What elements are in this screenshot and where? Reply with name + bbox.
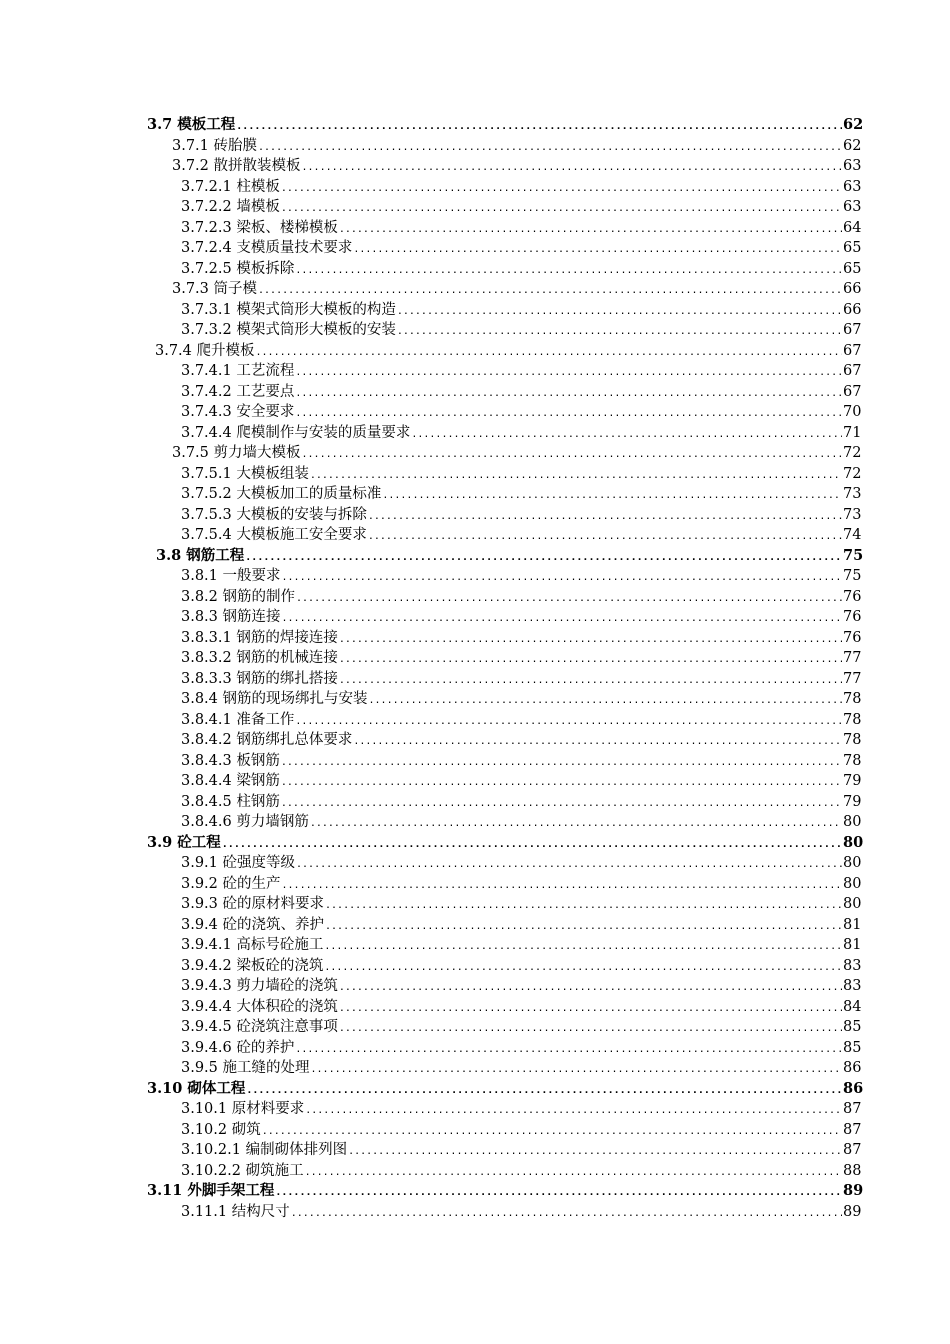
toc-dot-leader [339,978,842,999]
toc-dot-leader [339,650,842,671]
toc-dot-leader [275,1183,842,1204]
toc-entry-page: 66 [843,281,862,297]
toc-entry[interactable] [181,730,860,751]
toc-entry[interactable] [181,320,860,341]
toc-dot-leader [258,281,842,302]
toc-entry[interactable] [147,115,864,136]
toc-entry-title: 3.11.1 结构尺寸 [181,1203,290,1220]
toc-dot-leader [353,240,842,261]
toc-dot-leader [295,712,842,733]
toc-entry-page: 65 [843,260,862,277]
toc-entry[interactable] [181,259,860,280]
toc-entry-page: 76 [843,588,862,605]
toc-entry[interactable] [181,587,860,608]
toc-entry-title: 3.8.4.4 梁钢筋 [181,773,280,789]
toc-entry-page: 76 [843,629,862,646]
toc-entry-title: 3.9.4.5 砼浇筑注意事项 [181,1019,338,1035]
toc-entry-title: 3.7.4 爬升模板 [155,342,255,359]
toc-entry-title: 3.10.1 原材料要求 [181,1101,305,1117]
toc-entry-page: 86 [843,1079,864,1097]
toc-entry-title: 3.8.2 钢筋的制作 [181,588,296,605]
toc-dot-leader [295,1040,842,1061]
toc-entry-title: 3.7.5.1 大模板组装 [181,465,309,482]
toc-dot-leader [282,568,842,589]
toc-entry-page: 80 [843,833,864,851]
toc-dot-leader [339,220,842,241]
toc-entry[interactable] [181,1099,860,1120]
toc-entry-page: 80 [843,855,862,871]
toc-entry-title: 3.9.4.1 高标号砼施工 [181,937,324,953]
toc-entry-title: 3.8.3.3 钢筋的绑扎搭接 [181,670,338,687]
toc-entry[interactable] [147,1079,864,1100]
toc-dot-leader [348,1142,842,1163]
toc-dot-leader [324,937,842,958]
toc-dot-leader [397,302,842,323]
toc-dot-leader [295,384,842,405]
toc-entry-page: 80 [843,875,862,892]
toc-entry-title: 3.8.4.2 钢筋绑扎总体要求 [181,732,353,748]
toc-entry-title: 3.8.3.2 钢筋的机械连接 [181,650,338,666]
toc-entry[interactable] [181,484,860,505]
toc-dot-leader [353,732,842,753]
toc-entry-page: 83 [843,978,862,994]
toc-entry-title: 3.8.4.6 剪力墙钢筋 [181,814,309,830]
toc-entry[interactable] [181,1038,860,1059]
toc-dot-leader [256,343,842,364]
toc-entry-page: 73 [843,486,862,502]
table-of-contents [0,115,950,1222]
toc-entry[interactable] [181,710,860,731]
toc-entry-title: 3.7.4.2 工艺要点 [181,383,295,400]
toc-entry-title: 3.7.2.3 梁板、楼梯模板 [181,219,338,236]
toc-entry-page: 62 [843,116,864,133]
toc-dot-leader [339,671,842,692]
toc-entry-title: 3.7.2.4 支模质量技术要求 [181,240,353,256]
toc-entry-page: 78 [843,691,862,707]
toc-entry-page: 67 [843,342,862,359]
toc-dot-leader [305,1163,842,1184]
toc-dot-leader [258,138,842,159]
toc-entry[interactable] [181,607,860,628]
toc-entry[interactable] [181,300,860,321]
toc-dot-leader [310,814,842,835]
toc-dot-leader [296,855,842,876]
toc-entry-title: 3.9.3 砼的原材料要求 [181,896,325,912]
toc-entry-page: 62 [843,137,862,154]
toc-entry[interactable] [181,997,860,1018]
toc-entry-title: 3.7.3 筒子模 [172,281,258,297]
toc-entry-title: 3.7.3.1 模架式筒形大模板的构造 [181,301,396,318]
toc-entry[interactable] [181,505,860,526]
toc-entry[interactable] [181,689,860,710]
toc-entry-page: 85 [843,1039,862,1056]
toc-entry[interactable] [147,833,864,854]
toc-entry-page: 78 [843,732,862,748]
toc-dot-leader [291,1204,842,1225]
toc-entry-title: 3.10.2.1 编制砌体排列图 [181,1142,348,1158]
toc-dot-leader [295,404,842,425]
toc-entry-title: 3.10.2.2 砌筑施工 [181,1162,304,1179]
toc-entry-title: 3.8.3 钢筋连接 [181,609,281,625]
toc-dot-leader [339,999,842,1020]
toc-entry-page: 87 [843,1121,862,1138]
toc-entry-title: 3.11 外脚手架工程 [147,1182,275,1199]
toc-entry-page: 75 [843,546,864,564]
toc-entry-title: 3.9.4 砼的浇筑、养护 [181,916,325,933]
toc-entry-title: 3.9.4.6 砼的养护 [181,1039,295,1056]
toc-entry-title: 3.7.4.1 工艺流程 [181,363,295,379]
toc-entry-page: 72 [843,465,862,482]
toc-entry[interactable] [181,751,860,772]
toc-entry[interactable] [181,423,860,444]
toc-dot-leader [339,1019,842,1040]
toc-entry[interactable] [181,1058,860,1079]
toc-dot-leader [310,466,842,487]
toc-entry[interactable] [181,464,860,485]
toc-entry-title: 3.7.5.4 大模板施工安全要求 [181,527,367,543]
toc-entry-page: 67 [843,383,862,400]
toc-dot-leader [368,507,842,528]
toc-entry-title: 3.10.2 砌筑 [181,1121,261,1138]
toc-entry-page: 76 [843,609,862,625]
toc-dot-leader [368,527,842,548]
toc-dot-leader [302,158,842,179]
toc-dot-leader [281,794,842,815]
toc-entry-page: 79 [843,773,862,789]
toc-entry-page: 81 [843,937,862,953]
toc-dot-leader [295,363,842,384]
toc-entry-title: 3.7 模板工程 [147,116,236,133]
toc-entry[interactable] [181,197,860,218]
toc-entry[interactable] [181,177,860,198]
toc-entry-title: 3.8.4.1 准备工作 [181,711,295,728]
toc-entry-title: 3.7.5.2 大模板加工的质量标准 [181,486,382,502]
toc-dot-leader [281,199,842,220]
toc-entry-page: 88 [843,1162,862,1179]
toc-entry-page: 73 [843,506,862,523]
toc-entry-page: 78 [843,711,862,728]
toc-dot-leader [281,773,842,794]
toc-entry-title: 3.7.3.2 模架式筒形大模板的安装 [181,322,396,338]
toc-entry[interactable] [181,402,860,423]
toc-dot-leader [325,896,842,917]
toc-dot-leader [282,609,842,630]
toc-entry[interactable] [156,546,864,567]
toc-entry-page: 84 [843,998,862,1015]
toc-entry-title: 3.7.2 散拼散装模板 [172,158,301,174]
toc-entry-page: 78 [843,752,862,769]
toc-dot-leader [282,876,842,897]
toc-entry[interactable] [181,361,860,382]
toc-dot-leader [305,1101,842,1122]
toc-dot-leader [311,1060,842,1081]
toc-entry-title: 3.7.4.4 爬模制作与安装的质量要求 [181,424,411,441]
toc-entry[interactable] [181,874,860,895]
toc-entry-title: 3.9.5 施工缝的处理 [181,1060,310,1076]
toc-entry-page: 67 [843,322,862,338]
toc-entry-page: 63 [843,199,862,215]
toc-entry[interactable] [172,279,860,300]
toc-entry[interactable] [181,812,860,833]
toc-dot-leader [382,486,842,507]
toc-entry[interactable] [181,628,860,649]
toc-entry[interactable] [181,1120,860,1141]
toc-entry[interactable] [181,956,860,977]
toc-entry[interactable] [181,894,860,915]
toc-entry-title: 3.7.5.3 大模板的安装与拆除 [181,506,367,523]
toc-entry-title: 3.9.2 砼的生产 [181,875,281,892]
toc-entry-page: 80 [843,896,862,912]
toc-entry-title: 3.7.2.2 墙模板 [181,199,280,215]
toc-dot-leader [245,548,842,569]
toc-entry[interactable] [181,1017,860,1038]
toc-entry-page: 87 [843,1101,862,1117]
toc-entry[interactable] [181,1140,860,1161]
toc-entry-title: 3.8 钢筋工程 [156,546,245,564]
toc-entry-page: 89 [843,1203,862,1220]
toc-entry[interactable] [181,792,860,813]
toc-entry-title: 3.7.5 剪力墙大模板 [172,445,301,461]
toc-dot-leader [281,753,842,774]
toc-entry-title: 3.8.4 钢筋的现场绑扎与安装 [181,691,368,707]
toc-dot-leader [339,630,842,651]
toc-entry-page: 75 [843,568,862,584]
toc-entry[interactable] [172,443,860,464]
toc-entry-page: 63 [843,158,862,174]
toc-entry-title: 3.8.1 一般要求 [181,568,281,584]
toc-entry-page: 86 [843,1060,862,1076]
toc-entry[interactable] [147,1181,864,1202]
toc-entry-page: 66 [843,301,862,318]
toc-entry-page: 65 [843,240,862,256]
toc-entry-page: 89 [843,1182,864,1199]
toc-entry-title: 3.7.4.3 安全要求 [181,404,295,420]
toc-dot-leader [324,958,842,979]
toc-dot-leader [246,1081,842,1102]
toc-entry-page: 74 [843,527,862,543]
toc-entry-page: 77 [843,670,862,687]
toc-dot-leader [295,261,842,282]
toc-dot-leader [411,425,842,446]
toc-entry[interactable] [181,566,860,587]
toc-entry-title: 3.9.1 砼强度等级 [181,855,296,871]
toc-entry[interactable] [172,136,860,157]
toc-entry-page: 81 [843,916,862,933]
toc-dot-leader [296,589,842,610]
toc-entry-page: 70 [843,404,862,420]
toc-dot-leader [236,117,842,138]
toc-entry-title: 3.9.4.2 梁板砼的浇筑 [181,957,324,974]
toc-entry[interactable] [181,218,860,239]
toc-entry[interactable] [181,648,860,669]
toc-entry[interactable] [181,1202,860,1223]
toc-entry[interactable] [172,156,860,177]
toc-entry-title: 3.7.2.5 模板拆除 [181,260,295,277]
toc-entry-page: 80 [843,814,862,830]
toc-entry-page: 63 [843,178,862,195]
toc-entry-page: 67 [843,363,862,379]
toc-entry[interactable] [181,669,860,690]
toc-entry[interactable] [181,771,860,792]
toc-entry-title: 3.7.2.1 柱模板 [181,178,280,195]
toc-entry-page: 77 [843,650,862,666]
toc-entry[interactable] [181,238,860,259]
toc-entry-page: 85 [843,1019,862,1035]
toc-dot-leader [262,1122,842,1143]
toc-entry-title: 3.9.4.3 剪力墙砼的浇筑 [181,978,338,994]
toc-entry[interactable] [155,341,860,362]
toc-entry-title: 3.7.1 砖胎膜 [172,137,258,154]
toc-entry[interactable] [181,976,860,997]
toc-entry-page: 83 [843,957,862,974]
toc-dot-leader [397,322,842,343]
toc-dot-leader [302,445,842,466]
toc-entry-page: 71 [843,424,862,441]
toc-dot-leader [281,179,842,200]
toc-entry[interactable] [181,915,860,936]
toc-entry-page: 72 [843,445,862,461]
toc-entry-page: 87 [843,1142,862,1158]
toc-entry-title: 3.9.4.4 大体积砼的浇筑 [181,998,338,1015]
toc-entry[interactable] [181,935,860,956]
toc-entry-title: 3.8.4.3 板钢筋 [181,752,280,769]
toc-entry[interactable] [181,853,860,874]
toc-dot-leader [369,691,842,712]
toc-entry-title: 3.10 砌体工程 [147,1079,246,1097]
toc-entry[interactable] [181,382,860,403]
toc-entry-page: 79 [843,793,862,810]
toc-entry[interactable] [181,525,860,546]
toc-dot-leader [222,835,842,856]
toc-dot-leader [325,917,842,938]
toc-entry-title: 3.8.4.5 柱钢筋 [181,793,280,810]
toc-entry-title: 3.9 砼工程 [147,833,221,851]
toc-entry-title: 3.8.3.1 钢筋的焊接连接 [181,629,338,646]
toc-entry-page: 64 [843,219,862,236]
toc-entry[interactable] [181,1161,860,1182]
